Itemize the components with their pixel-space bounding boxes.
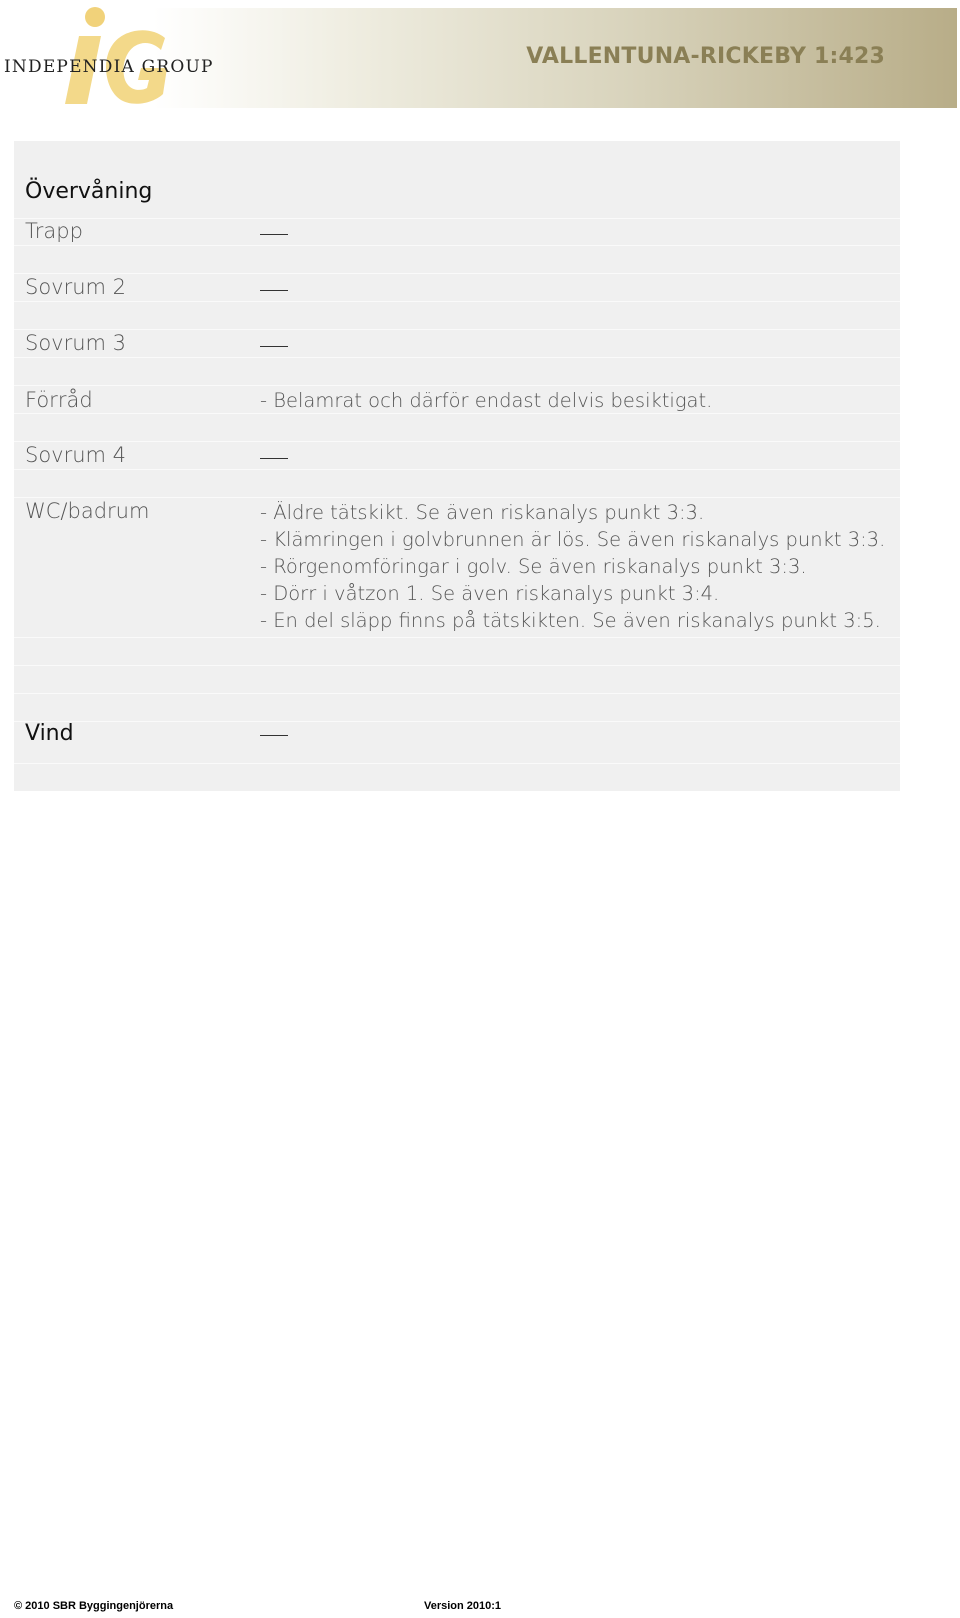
room-label-trapp: Trapp [25, 219, 83, 243]
empty-dash [260, 346, 288, 347]
empty-dash [260, 234, 288, 235]
header-banner [0, 0, 960, 110]
row-divider [14, 721, 900, 722]
row-divider [14, 693, 900, 694]
row-divider [14, 385, 900, 386]
row-divider [14, 441, 900, 442]
room-label-wc-badrum: WC/badrum [25, 499, 150, 523]
room-label-forrad: Förråd [25, 388, 93, 412]
room-label-sovrum-3: Sovrum 3 [25, 331, 127, 355]
row-divider [14, 497, 900, 498]
logo-ig-mark-icon [55, 4, 175, 108]
row-divider [14, 665, 900, 666]
room-label-sovrum-4: Sovrum 4 [25, 443, 127, 467]
room-note-wc-4: - Dörr i våtzon 1. Se även riskanalys punkt 3:4. [260, 582, 720, 605]
room-label-sovrum-2: Sovrum 2 [25, 275, 127, 299]
section-heading-upper-floor: Övervåning [25, 179, 153, 204]
row-divider [14, 413, 900, 414]
row-divider [14, 273, 900, 274]
footer-version: Version 2010:1 [424, 1600, 502, 1612]
row-divider [14, 329, 900, 330]
room-note-wc-3: - Rörgenomföringar i golv. Se även riskanalys punkt 3:3. [260, 555, 807, 578]
empty-dash [260, 458, 288, 459]
row-divider [14, 245, 900, 246]
empty-dash [260, 290, 288, 291]
row-divider [14, 357, 900, 358]
section-heading-attic: Vind [25, 721, 74, 746]
row-divider [14, 218, 900, 219]
row-divider [14, 301, 900, 302]
row-divider [14, 469, 900, 470]
logo-text: INDEPENDIA GROUP [4, 57, 214, 77]
empty-dash [260, 735, 288, 736]
room-note-forrad: - Belamrat och därför endast delvis besiktigat. [260, 389, 713, 412]
property-title: VALLENTUNA-RICKEBY 1:423 [526, 44, 885, 69]
footer-copyright: © 2010 SBR Byggingenjörerna [14, 1600, 174, 1612]
row-divider [14, 763, 900, 764]
inspection-panel [14, 141, 900, 791]
room-note-wc-1: - Äldre tätskikt. Se även riskanalys punkt 3:3. [260, 501, 705, 524]
row-divider [14, 637, 900, 638]
room-note-wc-5: - En del släpp finns på tätskikten. Se även riskanalys punkt 3:5. [260, 609, 881, 632]
room-note-wc-2: - Klämringen i golvbrunnen är lös. Se även riskanalys punkt 3:3. [260, 528, 886, 551]
